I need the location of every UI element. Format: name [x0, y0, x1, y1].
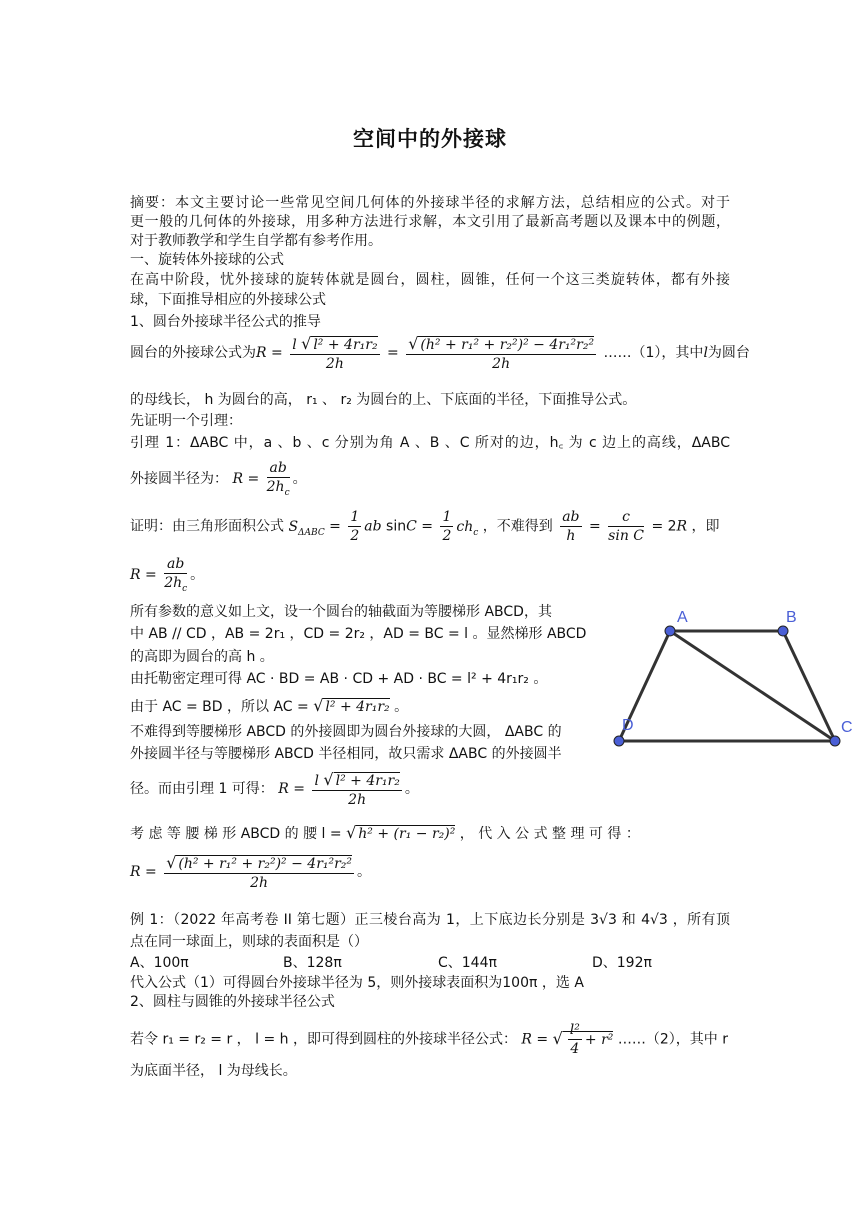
cylinder-end: 为底面半径， l 为母线长。 [130, 1063, 297, 1079]
consider-text: 考 虑 等 腰 梯 形 ABCD 的 腰 l = [130, 826, 342, 842]
choice-c: C、144π [438, 955, 497, 971]
ac-equation: 由于 AC = BD ，所以 AC = √ l² + 4r₁r₂ 。 [130, 696, 409, 715]
formula-1: 圆台的外接球公式为R = $\frac{\text{l √ l² + 4r₁r₂}}{2h}$ = $\frac{\text{√ (h² + r₁² + r₂²)² − 4r₁²r₂²}}{2h}$ ……（1），其中l为圆台 [130, 334, 750, 372]
trapezoid-figure [605, 600, 855, 760]
mother-line: 的母线长， h 为圆台的高， r₁ 、 r₂ 为圆台的上、下底面的半径，下面推导公式。 [130, 392, 637, 408]
lemma-use: 径。而由引理 1 可得： R = $\frac{\text{l √ l² + 4r₁r₂}}{2h}$ 。 [130, 770, 419, 808]
formula-1-tail: 为圆台 [707, 345, 750, 361]
consider-end: ， 代 入 公 式 整 理 可 得 ： [459, 826, 640, 842]
choice-d: D、192π [592, 955, 652, 971]
abstract-line-2: 更一般的几何体的外接球，用多种方法进行求解，本文引用了最新高考题以及课本中的例题， [130, 214, 730, 230]
lemma-radius-prefix: 外接圆半径为： [130, 470, 228, 487]
proof-end: ，即 [691, 518, 720, 535]
abstract-line-3: 对于教师教学和学生自学都有参考作用。 [130, 233, 382, 249]
result-formula: R = $\frac{\text{√ (h² + r₁² + r₂²)² − 4r₁²r₂²}}{2h}$ 。 [130, 853, 372, 891]
example-line-1: 例 1：（2022 年高考卷 II 第七题）正三棱台高为 1，上下底边长分别是 3√3 和 4√3 ，所有顶 [130, 912, 730, 928]
lemma-line: 引理 1：ΔABC 中，a 、b 、c 分别为角 A 、B 、C 所对的边，h꜀ 为 c 边上的高线，ΔABC [130, 435, 730, 451]
choice-b: B、128π [283, 955, 342, 971]
circ-line-2: 外接圆半径与等腰梯形 ABCD 半径相同，故只需求 ΔABC 的外接圆半 [130, 746, 562, 762]
subsection-heading-1: 1、圆台外接球半径公式的推导 [130, 314, 321, 330]
proof-result: R = $\frac{ab}{2h_c}$ 。 [130, 556, 205, 594]
circ-line-1: 不难得到等腰梯形 ABCD 的外接圆即为圆台外接球的大圆， ΔABC 的 [130, 724, 562, 740]
params-line-2: 中 AB // CD ，AB = 2r₁ ，CD = 2r₂ ，AD = BC = l 。显然梯形 ABCD [130, 626, 587, 642]
ac-eq-text: 由于 AC = BD ，所以 AC = [130, 699, 314, 715]
point-c [830, 736, 840, 746]
abstract-line-1: 摘要：本文主要讨论一些常见空间几何体的外接球半径的求解方法，总结相应的公式。对于 [130, 195, 730, 211]
params-line-4: 由托勒密定理可得 AC · BD = AB · CD + AD · BC = l² + 4r₁r₂ 。 [130, 671, 548, 687]
label-b: B [786, 609, 797, 626]
label-c: C [841, 719, 853, 736]
intro-line-1: 在高中阶段，忧外接球的旋转体就是圆台，圆柱，圆锥，任何一个这三类旋转体，都有外接 [130, 272, 730, 288]
point-d [614, 736, 624, 746]
proof-prefix: 证明：由三角形面积公式 [130, 518, 284, 535]
consider-line: 考 虑 等 腰 梯 形 ABCD 的 腰 l = √ h² + (r₁ − r₂)² ， 代 入 公 式 整 理 可 得 ： [130, 823, 640, 842]
prove-first: 先证明一个引理： [130, 413, 242, 429]
section-heading-1: 一、旋转体外接球的公式 [130, 252, 284, 268]
proof-mid: ，不难得到 [482, 518, 553, 535]
params-line-1: 所有参数的意义如上文，设一个圆台的轴截面为等腰梯形 ABCD，其 [130, 604, 552, 620]
lemma-radius: 外接圆半径为： R = $\frac{ab}{2h_c}$ 。 [130, 460, 307, 498]
cylinder-suffix: ……（2），其中 r [617, 1031, 728, 1048]
cylinder-formula: 若令 r₁ = r₂ = r ， l = h ，即可得到圆柱的外接球半径公式： R = √ $\frac{\text{l²}}{4}$ + r² ……（2），其中 r [130, 1022, 728, 1057]
subsection-heading-2: 2、圆柱与圆锥的外接球半径公式 [130, 994, 335, 1010]
params-line-3: 的高即为圆台的高 h 。 [130, 649, 274, 665]
proof-line: 证明：由三角形面积公式 $S_{\Delta ABC}$ = $\frac{1}{2}$ ab sinC = $\frac{1}{2}$ $ch_c$ ，不难得到 $\frac{ab}{h}$ = $\frac{c}{\text{sin C}}$ = 2R ，即 [130, 509, 720, 544]
label-d: D [622, 717, 634, 734]
point-a [665, 626, 675, 636]
lemma-use-text: 径。而由引理 1 可得： [130, 781, 274, 797]
answer-line: 代入公式（1）可得圆台外接球半径为 5，则外接球表面积为100π ，选 A [130, 975, 584, 991]
formula-1-prefix: 圆台的外接球公式为 [130, 345, 256, 361]
example-line-2: 点在同一球面上，则球的表面积是（） [130, 934, 368, 950]
point-b [778, 626, 788, 636]
page-title: 空间中的外接球 [353, 127, 507, 151]
intro-line-2: 球，下面推导相应的外接球公式 [130, 292, 326, 308]
choice-a: A、100π [130, 955, 189, 971]
cylinder-prefix: 若令 r₁ = r₂ = r ， l = h ，即可得到圆柱的外接球半径公式： [130, 1031, 517, 1048]
formula-1-suffix: ……（1），其中 [603, 345, 704, 361]
label-a: A [677, 609, 688, 626]
